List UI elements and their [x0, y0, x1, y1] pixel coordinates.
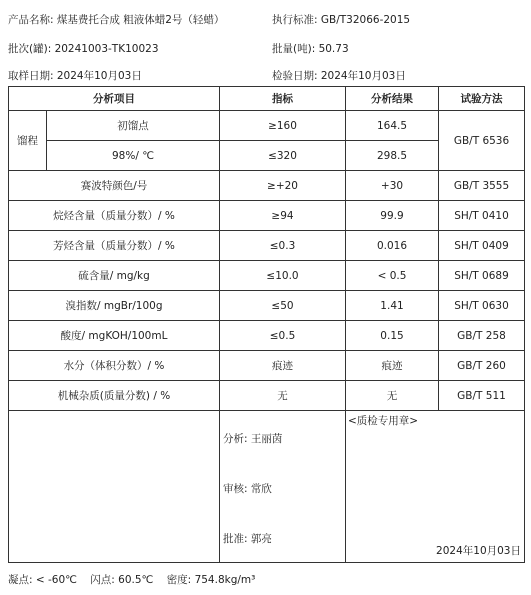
table-row [9, 321, 525, 351]
table-row [9, 201, 525, 231]
row-result: < 0.5 [346, 261, 439, 291]
product-name: 产品名称: 煤基费托合成 粗液体蜡2号（轻蜡） [8, 14, 225, 26]
analysis-table [8, 86, 525, 563]
footer-properties [8, 572, 265, 587]
row-spec: ≤50 [220, 291, 346, 321]
row-result: 无 [346, 381, 439, 411]
col-header-method: 试验方法 [439, 87, 525, 111]
table-row [9, 111, 525, 141]
row-item: 赛波特颜色/号 [9, 171, 220, 201]
signature-blank-cell [9, 411, 220, 563]
row-spec: ≤0.5 [220, 321, 346, 351]
test-date: 检验日期: 2024年10月03日 [272, 70, 406, 82]
row-result: 164.5 [346, 111, 439, 141]
row-spec: ≤0.3 [220, 231, 346, 261]
signature-cell [220, 411, 346, 563]
row-method: GB/T 260 [439, 351, 525, 381]
col-header-item: 分析项目 [9, 87, 220, 111]
row-spec: 无 [220, 381, 346, 411]
col-header-spec: 指标 [220, 87, 346, 111]
row-result: 1.41 [346, 291, 439, 321]
row-result: +30 [346, 171, 439, 201]
row-spec: ≥94 [220, 201, 346, 231]
reviewer-signature: 审核: 常欣 [223, 483, 272, 495]
table-row [9, 291, 525, 321]
table-row [9, 351, 525, 381]
row-spec: ≥+20 [220, 171, 346, 201]
quality-stamp-label: <质检专用章> [348, 415, 419, 427]
row-method: GB/T 3555 [439, 171, 525, 201]
table-header-row [9, 87, 525, 111]
row-spec: ≤320 [220, 141, 346, 171]
table-row [9, 261, 525, 291]
analyst-signature: 分析: 王丽茵 [223, 433, 283, 445]
col-header-result: 分析结果 [346, 87, 439, 111]
row-spec: ≤10.0 [220, 261, 346, 291]
batch-number: 批次(罐): 20241003-TK10023 [8, 43, 159, 55]
row-item: 芳烃含量（质量分数）/ % [9, 231, 220, 261]
row-item: 98%/ ℃ [47, 141, 220, 171]
row-item: 烷烃含量（质量分数）/ % [9, 201, 220, 231]
row-method: SH/T 0409 [439, 231, 525, 261]
row-result: 痕迹 [346, 351, 439, 381]
table-row [9, 381, 525, 411]
freezing-point: 凝点: < -60℃ [8, 574, 77, 586]
row-result: 0.15 [346, 321, 439, 351]
row-item: 溴指数/ mgBr/100g [9, 291, 220, 321]
row-spec: ≥160 [220, 111, 346, 141]
flash-point: 闪点: 60.5℃ [90, 574, 154, 586]
signature-date: 2024年10月03日 [436, 545, 521, 557]
row-result: 298.5 [346, 141, 439, 171]
standard: 执行标准: GB/T32066-2015 [272, 14, 411, 26]
density: 密度: 754.8kg/m³ [166, 574, 256, 586]
row-spec: 痕迹 [220, 351, 346, 381]
row-result: 99.9 [346, 201, 439, 231]
row-result: 0.016 [346, 231, 439, 261]
row-item: 初馏点 [47, 111, 220, 141]
table-row [9, 171, 525, 201]
row-item: 酸度/ mgKOH/100mL [9, 321, 220, 351]
table-row [9, 231, 525, 261]
batch-quantity: 批量(吨): 50.73 [272, 43, 349, 55]
approver-signature: 批准: 郭亮 [223, 533, 272, 545]
row-item: 机械杂质(质量分数) / % [9, 381, 220, 411]
row-item: 硫含量/ mg/kg [9, 261, 220, 291]
row-item: 水分（体积分数）/ % [9, 351, 220, 381]
stamp-cell [346, 411, 525, 563]
distillation-group-label: 馏程 [9, 111, 47, 171]
row-method: GB/T 258 [439, 321, 525, 351]
row-method: GB/T 511 [439, 381, 525, 411]
row-method: SH/T 0689 [439, 261, 525, 291]
sample-date: 取样日期: 2024年10月03日 [8, 70, 142, 82]
signature-row [9, 411, 525, 563]
row-method: GB/T 6536 [439, 111, 525, 171]
row-method: SH/T 0630 [439, 291, 525, 321]
row-method: SH/T 0410 [439, 201, 525, 231]
